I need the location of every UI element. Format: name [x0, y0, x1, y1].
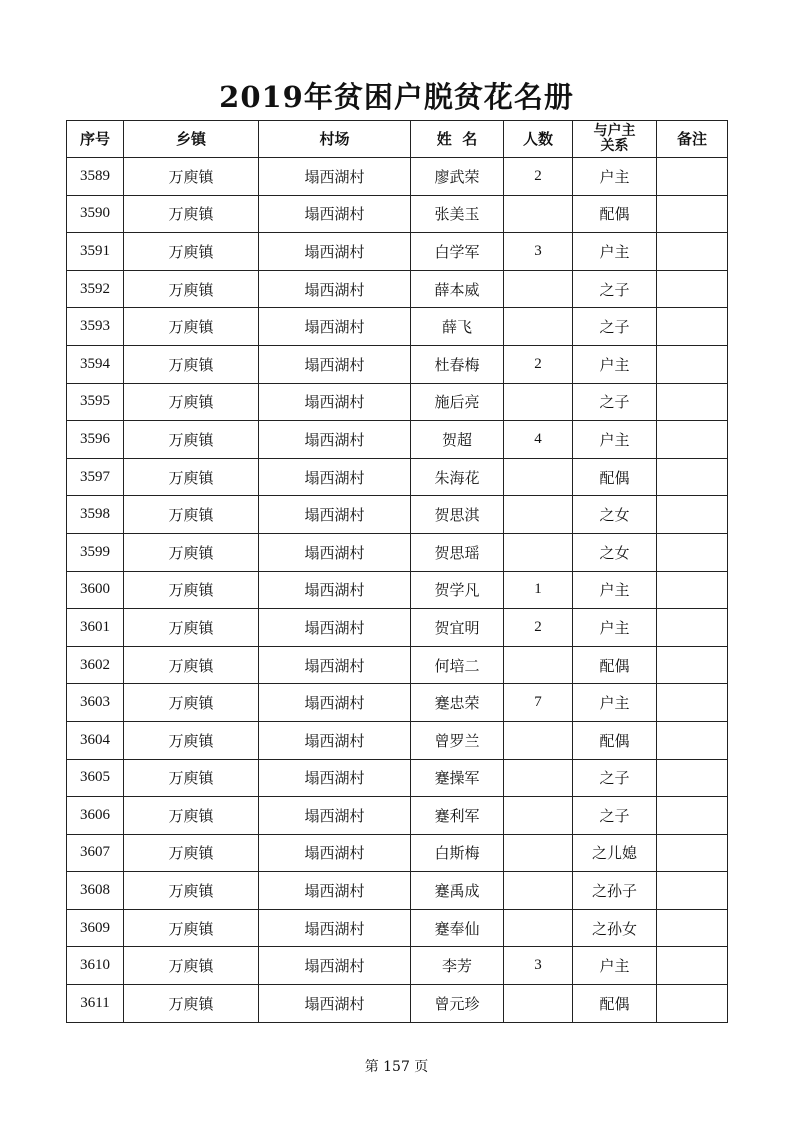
cell-relation: 户主: [573, 421, 657, 459]
cell-village: 塌西湖村: [259, 834, 411, 872]
cell-remark: [657, 759, 728, 797]
cell-relation: 户主: [573, 684, 657, 722]
table-row: [67, 684, 728, 722]
table-row: [67, 609, 728, 647]
cell-township: 万庾镇: [124, 233, 259, 271]
cell-seq: 3604: [67, 721, 124, 759]
cell-name: 朱海花: [411, 458, 504, 496]
cell-name: 施后亮: [411, 383, 504, 421]
cell-township: 万庾镇: [124, 721, 259, 759]
cell-seq: 3594: [67, 345, 124, 383]
cell-relation: 之女: [573, 496, 657, 534]
cell-name: 蹇利军: [411, 797, 504, 835]
cell-seq: 3605: [67, 759, 124, 797]
cell-count: 2: [504, 345, 573, 383]
table-row: [67, 308, 728, 346]
cell-relation: 之女: [573, 533, 657, 571]
cell-township: 万庾镇: [124, 270, 259, 308]
cell-count: [504, 759, 573, 797]
cell-count: [504, 646, 573, 684]
cell-name: 贺思淇: [411, 496, 504, 534]
cell-remark: [657, 834, 728, 872]
cell-count: 1: [504, 571, 573, 609]
cell-count: [504, 496, 573, 534]
cell-count: [504, 270, 573, 308]
cell-township: 万庾镇: [124, 195, 259, 233]
cell-seq: 3592: [67, 270, 124, 308]
cell-remark: [657, 458, 728, 496]
cell-remark: [657, 270, 728, 308]
cell-name: 贺超: [411, 421, 504, 459]
cell-count: [504, 383, 573, 421]
cell-relation: 之孙子: [573, 872, 657, 910]
cell-seq: 3599: [67, 533, 124, 571]
cell-count: [504, 308, 573, 346]
cell-name: 蹇禹成: [411, 872, 504, 910]
cell-count: 7: [504, 684, 573, 722]
table-row: [67, 909, 728, 947]
cell-count: [504, 797, 573, 835]
cell-remark: [657, 872, 728, 910]
table-row: [67, 985, 728, 1023]
cell-township: 万庾镇: [124, 947, 259, 985]
cell-village: 塌西湖村: [259, 158, 411, 196]
cell-township: 万庾镇: [124, 158, 259, 196]
cell-relation: 户主: [573, 609, 657, 647]
cell-seq: 3607: [67, 834, 124, 872]
cell-township: 万庾镇: [124, 421, 259, 459]
cell-seq: 3596: [67, 421, 124, 459]
cell-relation: 之孙女: [573, 909, 657, 947]
cell-township: 万庾镇: [124, 345, 259, 383]
cell-village: 塌西湖村: [259, 797, 411, 835]
cell-township: 万庾镇: [124, 684, 259, 722]
cell-remark: [657, 308, 728, 346]
cell-village: 塌西湖村: [259, 233, 411, 271]
cell-count: [504, 721, 573, 759]
table-row: [67, 797, 728, 835]
cell-township: 万庾镇: [124, 646, 259, 684]
cell-village: 塌西湖村: [259, 496, 411, 534]
cell-township: 万庾镇: [124, 834, 259, 872]
header-relation-line2: 关系: [600, 138, 629, 154]
cell-village: 塌西湖村: [259, 947, 411, 985]
header-remark: 备注: [657, 121, 728, 158]
header-relation-line1: 与户主: [593, 123, 636, 139]
cell-township: 万庾镇: [124, 985, 259, 1023]
table-row: [67, 270, 728, 308]
cell-remark: [657, 947, 728, 985]
cell-township: 万庾镇: [124, 496, 259, 534]
cell-relation: 之子: [573, 383, 657, 421]
table-row: [67, 383, 728, 421]
cell-seq: 3601: [67, 609, 124, 647]
cell-seq: 3606: [67, 797, 124, 835]
cell-village: 塌西湖村: [259, 270, 411, 308]
cell-township: 万庾镇: [124, 872, 259, 910]
cell-seq: 3589: [67, 158, 124, 196]
cell-relation: 之子: [573, 308, 657, 346]
cell-remark: [657, 571, 728, 609]
table-row: [67, 646, 728, 684]
cell-relation: 配偶: [573, 721, 657, 759]
cell-count: 3: [504, 233, 573, 271]
table-row: [67, 947, 728, 985]
cell-relation: 之子: [573, 797, 657, 835]
cell-village: 塌西湖村: [259, 571, 411, 609]
table-row: [67, 158, 728, 196]
roster-body: [67, 158, 728, 1023]
cell-name: 李芳: [411, 947, 504, 985]
cell-remark: [657, 646, 728, 684]
table-row: [67, 872, 728, 910]
cell-remark: [657, 345, 728, 383]
cell-township: 万庾镇: [124, 759, 259, 797]
cell-count: [504, 985, 573, 1023]
cell-remark: [657, 797, 728, 835]
cell-relation: 配偶: [573, 458, 657, 496]
cell-name: 白斯梅: [411, 834, 504, 872]
table-row: [67, 458, 728, 496]
cell-count: 3: [504, 947, 573, 985]
cell-count: [504, 533, 573, 571]
cell-seq: 3598: [67, 496, 124, 534]
cell-village: 塌西湖村: [259, 345, 411, 383]
cell-count: 2: [504, 158, 573, 196]
header-relation: [573, 121, 657, 158]
cell-remark: [657, 721, 728, 759]
cell-remark: [657, 609, 728, 647]
table-row: [67, 834, 728, 872]
cell-relation: 之子: [573, 759, 657, 797]
cell-village: 塌西湖村: [259, 308, 411, 346]
cell-count: 4: [504, 421, 573, 459]
cell-village: 塌西湖村: [259, 721, 411, 759]
cell-name: 蹇忠荣: [411, 684, 504, 722]
cell-seq: 3611: [67, 985, 124, 1023]
cell-remark: [657, 195, 728, 233]
cell-name: 贺宜明: [411, 609, 504, 647]
cell-township: 万庾镇: [124, 533, 259, 571]
cell-count: 2: [504, 609, 573, 647]
cell-count: [504, 195, 573, 233]
header-village: 村场: [259, 121, 411, 158]
cell-village: 塌西湖村: [259, 421, 411, 459]
header-name: 姓 名: [411, 121, 504, 158]
cell-count: [504, 834, 573, 872]
table-row: [67, 759, 728, 797]
cell-seq: 3597: [67, 458, 124, 496]
cell-count: [504, 872, 573, 910]
cell-seq: 3590: [67, 195, 124, 233]
cell-village: 塌西湖村: [259, 909, 411, 947]
cell-name: 曾罗兰: [411, 721, 504, 759]
cell-seq: 3593: [67, 308, 124, 346]
cell-relation: 户主: [573, 947, 657, 985]
cell-remark: [657, 233, 728, 271]
cell-relation: 户主: [573, 571, 657, 609]
table-row: [67, 721, 728, 759]
cell-relation: 配偶: [573, 985, 657, 1023]
cell-township: 万庾镇: [124, 308, 259, 346]
cell-village: 塌西湖村: [259, 985, 411, 1023]
header-township: 乡镇: [124, 121, 259, 158]
cell-township: 万庾镇: [124, 609, 259, 647]
cell-seq: 3595: [67, 383, 124, 421]
cell-remark: [657, 383, 728, 421]
cell-name: 何培二: [411, 646, 504, 684]
cell-relation: 户主: [573, 345, 657, 383]
cell-township: 万庾镇: [124, 383, 259, 421]
table-row: [67, 345, 728, 383]
cell-village: 塌西湖村: [259, 609, 411, 647]
cell-seq: 3603: [67, 684, 124, 722]
cell-township: 万庾镇: [124, 909, 259, 947]
cell-name: 白学军: [411, 233, 504, 271]
table-row: [67, 195, 728, 233]
cell-name: 张美玉: [411, 195, 504, 233]
cell-village: 塌西湖村: [259, 684, 411, 722]
cell-seq: 3602: [67, 646, 124, 684]
cell-township: 万庾镇: [124, 797, 259, 835]
cell-village: 塌西湖村: [259, 533, 411, 571]
cell-remark: [657, 533, 728, 571]
cell-village: 塌西湖村: [259, 646, 411, 684]
table-row: [67, 533, 728, 571]
header-seq: 序号: [67, 121, 124, 158]
cell-seq: 3609: [67, 909, 124, 947]
cell-remark: [657, 158, 728, 196]
header-count: 人数: [504, 121, 573, 158]
cell-relation: 户主: [573, 158, 657, 196]
cell-seq: 3591: [67, 233, 124, 271]
cell-relation: 配偶: [573, 195, 657, 233]
cell-township: 万庾镇: [124, 571, 259, 609]
cell-village: 塌西湖村: [259, 383, 411, 421]
cell-name: 薛飞: [411, 308, 504, 346]
cell-remark: [657, 684, 728, 722]
cell-name: 曾元珍: [411, 985, 504, 1023]
cell-remark: [657, 909, 728, 947]
poverty-roster-table: [66, 120, 728, 1023]
cell-seq: 3608: [67, 872, 124, 910]
table-row: [67, 421, 728, 459]
cell-village: 塌西湖村: [259, 872, 411, 910]
cell-name: 贺思瑶: [411, 533, 504, 571]
cell-seq: 3600: [67, 571, 124, 609]
cell-village: 塌西湖村: [259, 759, 411, 797]
table-row: [67, 571, 728, 609]
table-row: [67, 496, 728, 534]
cell-village: 塌西湖村: [259, 458, 411, 496]
header-row: [67, 121, 728, 158]
cell-remark: [657, 985, 728, 1023]
cell-remark: [657, 496, 728, 534]
cell-name: 蹇奉仙: [411, 909, 504, 947]
cell-remark: [657, 421, 728, 459]
cell-name: 蹇操军: [411, 759, 504, 797]
cell-name: 杜春梅: [411, 345, 504, 383]
cell-village: 塌西湖村: [259, 195, 411, 233]
cell-relation: 户主: [573, 233, 657, 271]
cell-name: 薛本威: [411, 270, 504, 308]
cell-seq: 3610: [67, 947, 124, 985]
cell-count: [504, 909, 573, 947]
document-title: 2019年贫困户脱贫花名册: [219, 80, 574, 114]
cell-township: 万庾镇: [124, 458, 259, 496]
cell-name: 贺学凡: [411, 571, 504, 609]
cell-relation: 之儿媳: [573, 834, 657, 872]
cell-relation: 配偶: [573, 646, 657, 684]
table-row: [67, 233, 728, 271]
cell-count: [504, 458, 573, 496]
cell-relation: 之子: [573, 270, 657, 308]
page-number: 第 157 页: [364, 1059, 429, 1075]
cell-name: 廖武荣: [411, 158, 504, 196]
